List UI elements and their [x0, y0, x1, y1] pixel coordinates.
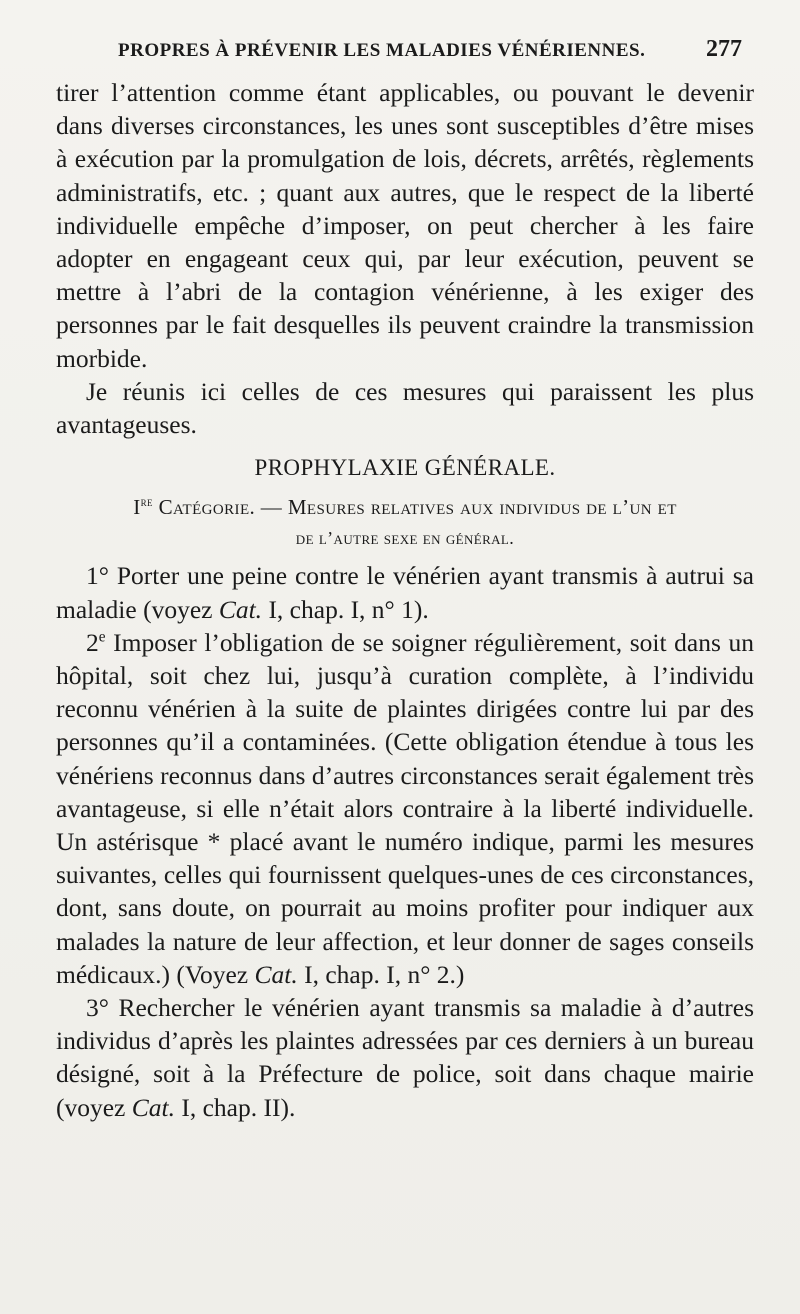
page-number: 277: [706, 36, 742, 62]
item-text: Rechercher le vénérien ayant transmis sa maladie à d’autres individus d’après les plaintes adressées par ces derniers à un bureau désigné, soit à la Préfecture de police, soit dans chaque mairie (voyez: [56, 993, 754, 1122]
item-ordinal-mark: °: [98, 993, 109, 1023]
item-text: Porter une peine contre le vénérien ayant transmis à autrui sa maladie (voyez: [56, 561, 754, 624]
item-ordinal-mark: °: [98, 561, 109, 591]
category-heading: [56, 492, 754, 553]
paragraph-continuation: tirer l’attention comme étant applicables, ou pouvant le devenir dans diverses circonstances, les unes sont susceptibles d’être mises à exécution par la promulgation de lois, décrets, arrêtés, règlements administratifs, etc. ; quant aux autres, que le respect de la liberté individuelle empêche d’imposer, on peut chercher à les faire adopter en engageant ceux qui, par leur exécution, peuvent se mettre à l’abri de la contagion vénérienne, à les exiger des personnes par le fait desquelles ils peuvent craindre la transmission morbide.: [56, 78, 754, 373]
item-number: 1: [86, 561, 99, 591]
category-numeral-sup: re: [140, 495, 153, 510]
catalog-reference: Cat.: [254, 959, 298, 989]
category-subtitle: de l’autre sexe en général.: [295, 528, 515, 549]
item-number: 2: [86, 627, 99, 657]
list-item-3: [56, 991, 754, 1124]
list-item-1: [56, 559, 754, 625]
running-title: PROPRES À PRÉVENIR LES MALADIES VÉNÉRIENNES.: [118, 40, 646, 61]
list-item-2: [56, 626, 754, 991]
item-text-end: I, chap. I, n° 1).: [262, 594, 429, 624]
item-text: Imposer l’obligation de se soigner régulièrement, soit dans un hôpital, soit chez lui, jusqu’à curation complète, à l’individu reconnu vénérien à la suite de plaintes dirigées contre lui par des personnes qu’il a contaminées. (Cette obligation étendue à tous les vénériens reconnus dans d’autres circonstances serait également très avantageuse, si elle n’était alors contraire à la liberté individuelle. Un astérisque * placé avant le numéro indique, parmi les mesures suivantes, celles qui fournissent quelques-unes de ces circonstances, dont, sans doute, on pourrait au moins profiter pour indiquer aux malades la nature de leur affection, et leur donner de sages conseils médicaux.) (Voyez: [56, 627, 754, 989]
paragraph-intro: Je réunis ici celles de ces mesures qui paraissent les plus avantageuses.: [56, 376, 754, 440]
page-header: [118, 36, 742, 63]
item-text-end: I, chap. I, n° 2.): [297, 959, 465, 989]
catalog-reference: Cat.: [218, 594, 263, 624]
category-numeral: I: [133, 495, 141, 520]
category-title: Catégorie. — Mesures relatives aux individus de l’un et: [152, 495, 677, 520]
catalog-reference: Cat.: [131, 1092, 175, 1122]
item-ordinal-mark: e: [98, 628, 106, 646]
item-number: 3: [86, 993, 99, 1023]
body-text: [56, 76, 754, 1124]
item-text-end: I, chap. II).: [174, 1092, 296, 1122]
section-title: PROPHYLAXIE GÉNÉRALE.: [254, 455, 556, 481]
